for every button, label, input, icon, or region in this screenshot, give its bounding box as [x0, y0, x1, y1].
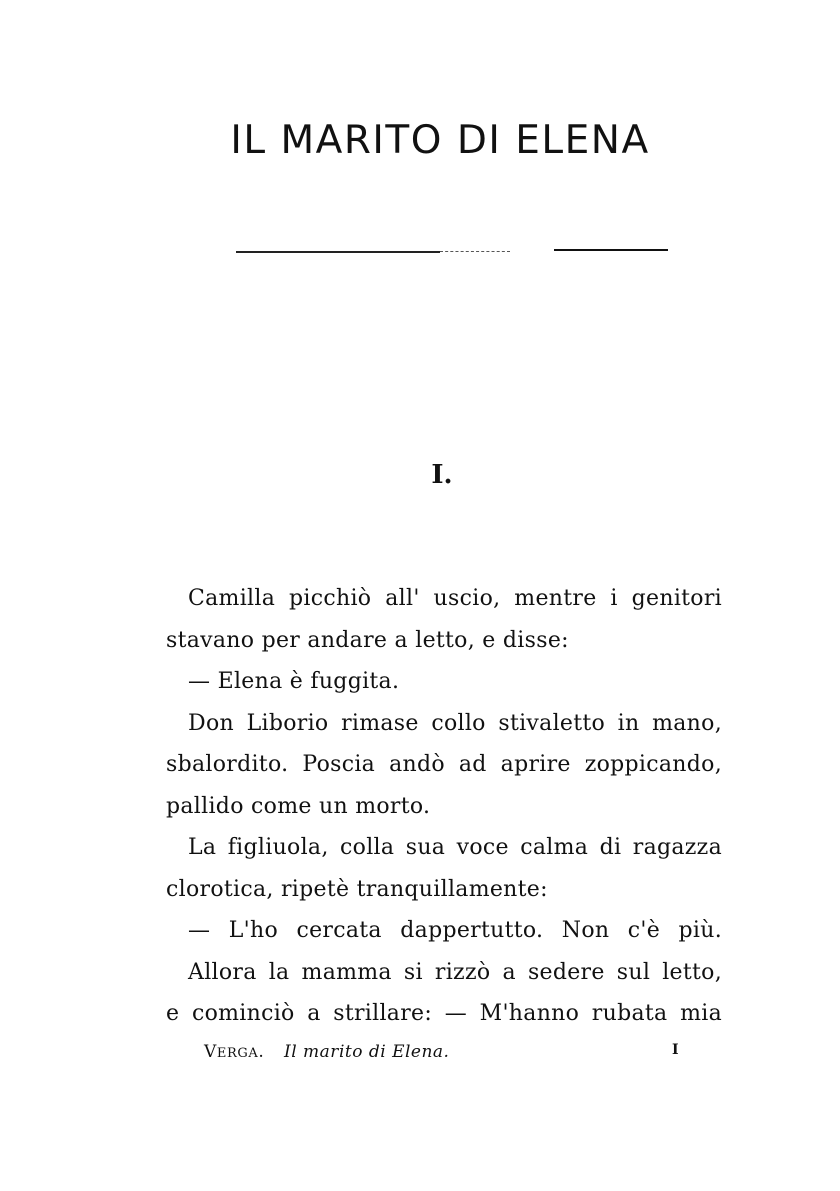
- page-footer: [204, 1042, 684, 1070]
- body-text: [166, 578, 722, 1035]
- title-rule-right: [554, 249, 668, 251]
- text-line: sbalordito. Poscia andò ad aprire zoppicando,: [166, 752, 722, 777]
- text-line: La figliuola, colla sua voce calma di ragazza: [188, 835, 722, 860]
- footer-author-initial: V: [204, 1042, 217, 1062]
- text-line: Don Liborio rimase collo stivaletto in mano,: [188, 710, 722, 736]
- text-line: clorotica, ripetè tranquillamente:: [166, 876, 548, 902]
- text-line: stavano per andare a letto, e disse:: [166, 627, 569, 653]
- text-line: pallido come un morto.: [166, 793, 431, 819]
- text-line: e cominciò a strillare: — M'hanno rubata mia: [166, 1001, 722, 1026]
- footer-author-rest: ERGA: [216, 1046, 259, 1061]
- text-line: — Elena è fuggita.: [188, 669, 400, 694]
- footer-author-dot: .: [258, 1042, 265, 1062]
- footer-author: [204, 1042, 264, 1062]
- text-line: Allora la mamma si rizzò a sedere sul letto,: [188, 959, 722, 985]
- title-rule-left: [236, 251, 440, 253]
- title-rule-dotted: [440, 251, 510, 252]
- book-title: IL MARITO DI ELENA: [230, 118, 650, 163]
- text-line: — L'ho cercata dappertutto. Non c'è più.: [188, 918, 722, 943]
- text-line: Camilla picchiò all' uscio, mentre i genitori: [188, 586, 722, 611]
- footer-work-title: Il marito di Elena.: [284, 1042, 450, 1062]
- chapter-number: I.: [431, 460, 453, 490]
- footer-signature: I: [672, 1042, 679, 1058]
